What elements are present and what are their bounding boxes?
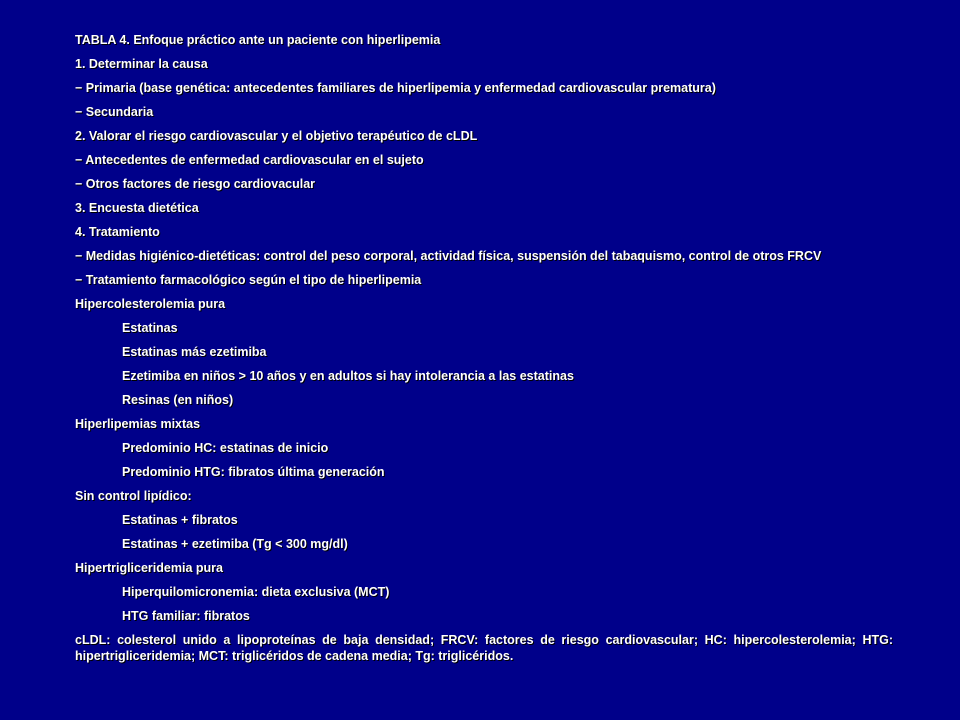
text-line: − Secundaria bbox=[75, 105, 154, 119]
section-heading: Hipertrigliceridemia pura bbox=[75, 561, 223, 575]
text-line: 1. Determinar la causa bbox=[75, 57, 208, 71]
section-heading: Sin control lipídico: bbox=[75, 489, 192, 503]
text-line: − Primaria (base genética: antecedentes familiares de hiperlipemia y enfermedad cardiovascular prematura) bbox=[75, 81, 716, 95]
text-line: 3. Encuesta dietética bbox=[75, 201, 199, 215]
section-heading: Hipercolesterolemia pura bbox=[75, 297, 226, 311]
footnote: cLDL: colesterol unido a lipoproteínas de baja densidad; FRCV: factores de riesgo cardiovascular; HC: hipercolesterolemia; HTG: hipertrigliceridemia; MCT: triglicéridos de cadena media; Tg: triglicéridos. bbox=[75, 633, 893, 663]
text-line: − Otros factores de riesgo cardiovacular bbox=[75, 177, 316, 191]
text-line: − Antecedentes de enfermedad cardiovascular en el sujeto bbox=[75, 153, 424, 167]
indented-item: Estatinas + ezetimiba (Tg < 300 mg/dl) bbox=[122, 537, 348, 551]
section-heading: Hiperlipemias mixtas bbox=[75, 417, 201, 431]
text-line: 2. Valorar el riesgo cardiovascular y el objetivo terapéutico de cLDL bbox=[75, 129, 478, 143]
text-line: 4. Tratamiento bbox=[75, 225, 160, 239]
indented-item: Hiperquilomicronemia: dieta exclusiva (MCT) bbox=[122, 585, 390, 599]
indented-item: Estatinas más ezetimiba bbox=[122, 345, 267, 359]
indented-item: Estatinas bbox=[122, 321, 178, 335]
indented-item: Predominio HC: estatinas de inicio bbox=[122, 441, 329, 455]
text-line: − Tratamiento farmacológico según el tipo de hiperlipemia bbox=[75, 273, 422, 287]
indented-item: Estatinas + fibratos bbox=[122, 513, 238, 527]
table-title: TABLA 4. Enfoque práctico ante un paciente con hiperlipemia bbox=[75, 33, 441, 47]
text-line: − Medidas higiénico-dietéticas: control del peso corporal, actividad física, suspensión del tabaquismo, control de otros FRCV bbox=[75, 249, 822, 263]
indented-item: HTG familiar: fibratos bbox=[122, 609, 250, 623]
indented-item: Ezetimiba en niños > 10 años y en adultos si hay intolerancia a las estatinas bbox=[122, 369, 574, 383]
indented-item: Resinas (en niños) bbox=[122, 393, 234, 407]
indented-item: Predominio HTG: fibratos última generación bbox=[122, 465, 385, 479]
